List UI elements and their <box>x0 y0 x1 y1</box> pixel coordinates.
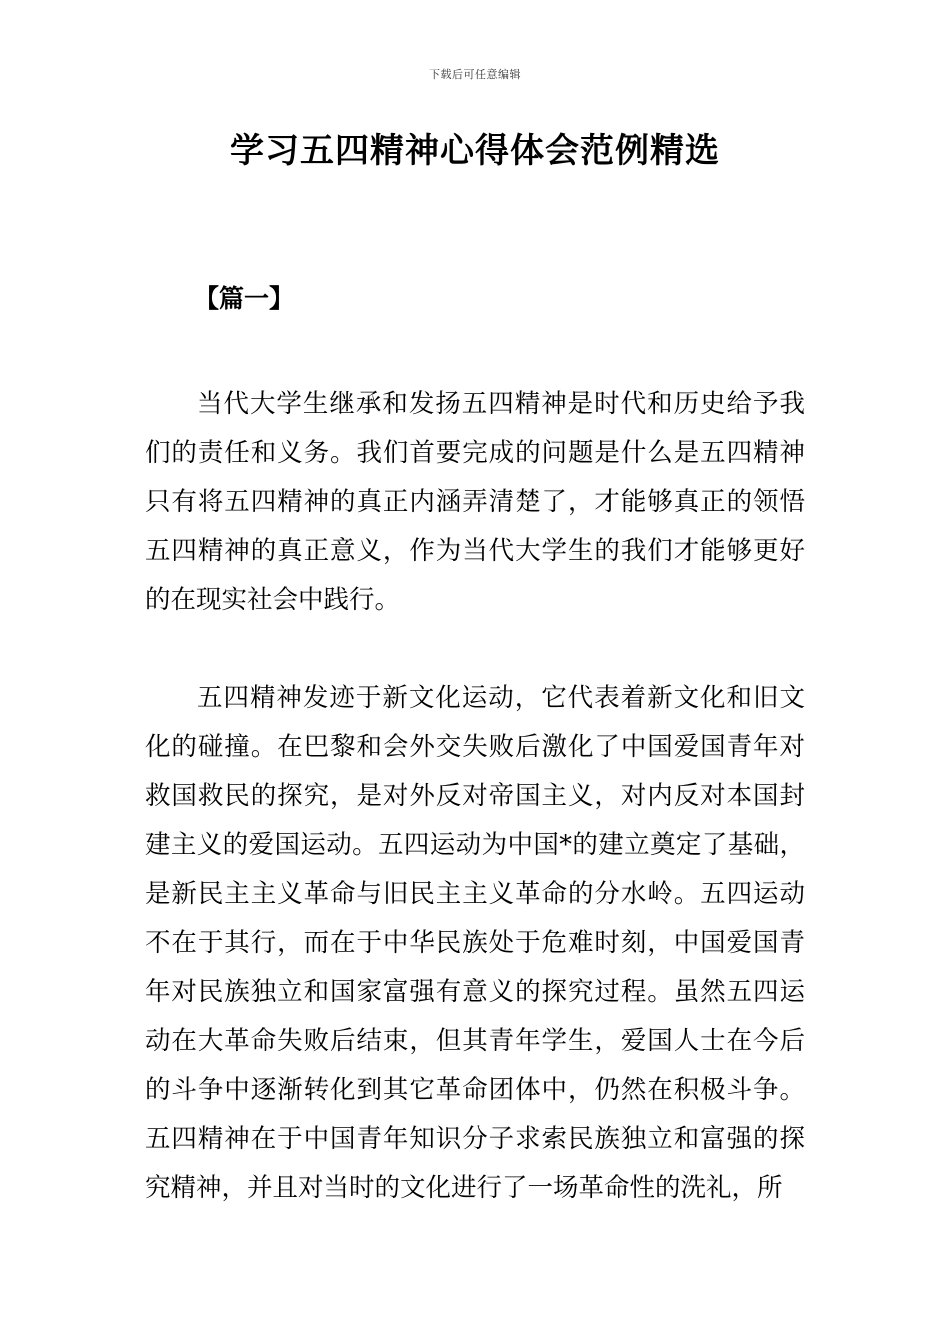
paragraph-2: 五四精神发迹于新文化运动，它代表着新文化和旧文化的碰撞。在巴黎和会外交失败后激化了中国爱国青年对救国救民的探究，是对外反对帝国主义，对内反对本国封建主义的爱国运动。五四运动为中国*的建立奠定了基础，是新民主主义革命与旧民主主义革命的分水岭。五四运动不在于其行，而在于中华民族处于危难时刻，中国爱国青年对民族独立和国家富强有意义的探究过程。虽然五四运动在大革命失败后结束，但其青年学生，爱国人士在今后的斗争中逐渐转化到其它革命团体中，仍然在积极斗争。五四精神在于中国青年知识分子求索民族独立和富强的探究精神，并且对当时的文化进行了一场革命性的洗礼，所 <box>145 683 805 1203</box>
page-title: 学习五四精神心得体会范例精选 <box>230 131 720 171</box>
paragraph-1: 当代大学生继承和发扬五四精神是时代和历史给予我们的责任和义务。我们首要完成的问题是什么是五四精神只有将五四精神的真正内涵弄清楚了，才能够真正的领悟五四精神的真正意义，作为当代大学生的我们才能够更好的在现实社会中践行。 <box>145 389 805 615</box>
section-label: 【篇一】 <box>194 284 295 313</box>
header-note: 下载后可任意编辑 <box>429 68 521 81</box>
